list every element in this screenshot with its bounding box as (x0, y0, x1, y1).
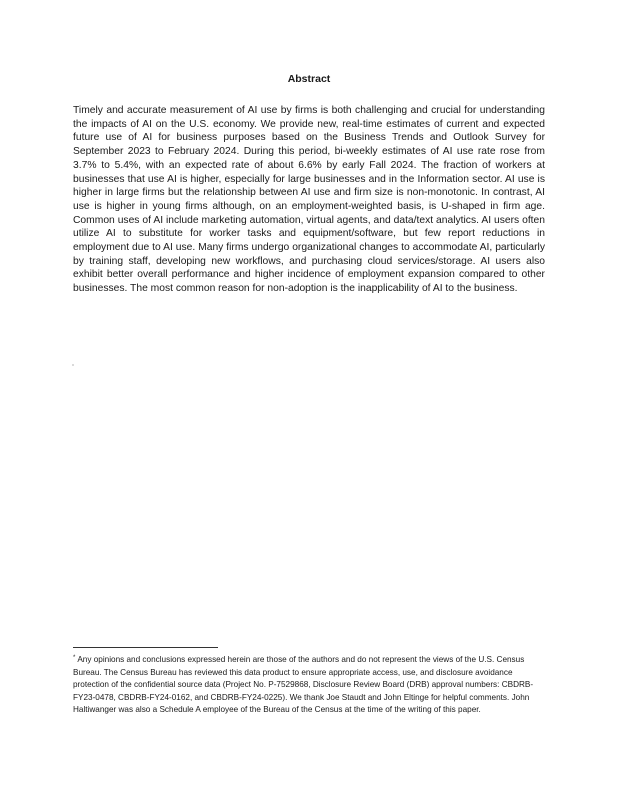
abstract-heading: Abstract (287, 73, 331, 85)
footnote (73, 654, 545, 717)
footnote-marker: * (73, 655, 76, 661)
footnote-separator (73, 647, 218, 648)
footnote-text: Any opinions and conclusions expressed herein are those of the authors and do not represent the views of the U.S. Census Bureau. The Census Bureau has reviewed this data product to ensure appropriate access, use, and disclosure avoidance protection of the confidential source data (Project No. P-7529868, Disclosure Review Board (DRB) approval numbers: CBDRB-FY23-0478, CBDRB-FY24-0162, and CBDRB-FY24-0225). We thank Joe Staudt and John Eltinge for helpful comments. John Haltiwanger was also a Schedule A employee of the Bureau of the Census at the time of the writing of this paper. (73, 655, 534, 715)
scan-speck (72, 364, 74, 366)
abstract-paragraph: Timely and accurate measurement of AI use by firms is both challenging and crucial for understanding the impacts of AI on the U.S. economy. We provide new, real-time estimates of current and expected future use of AI for business purposes based on the Business Trends and Outlook Survey for September 2023 to February 2024. During this period, bi-weekly estimates of AI use rate rose from 3.7% to 5.4%, with an expected rate of about 6.6% by early Fall 2024. The fraction of workers at businesses that use AI is higher, especially for large businesses and in the Information sector. AI use is higher in large firms but the relationship between AI use and firm size is non-monotonic. In contrast, AI use is higher in young firms although, on an employment-weighted basis, is U-shaped in firm age. Common uses of AI include marketing automation, virtual agents, and data/text analytics. AI users often utilize AI to substitute for worker tasks and equipment/software, but few report reductions in employment due to AI use. Many firms undergo organizational changes to accommodate AI, particularly by training staff, developing new workflows, and purchasing cloud services/storage. AI users also exhibit better overall performance and higher incidence of employment expansion compared to other businesses. The most common reason for non-adoption is the inapplicability of AI to the business. (73, 105, 545, 295)
